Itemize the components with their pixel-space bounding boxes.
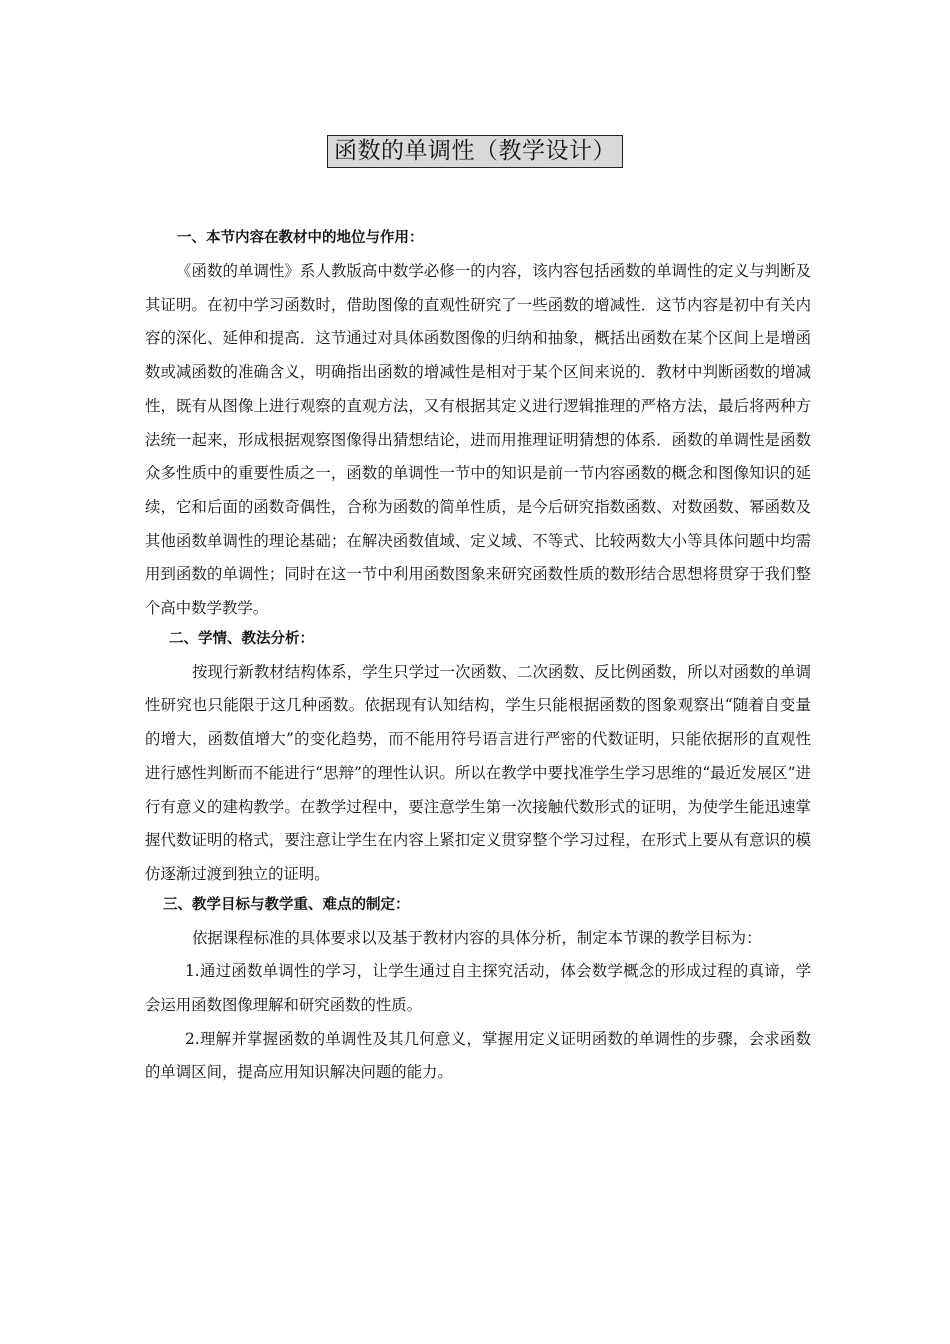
paragraph-goal-2: 2.理解并掌握函数的单调性及其几何意义，掌握用定义证明函数的单调性的步骤，会求函数的单调区间，提高应用知识解决问题的能力。 [145, 1029, 811, 1082]
section-heading-learning-analysis: 二、学情、教法分析： [169, 630, 314, 647]
section-heading-teaching-goals: 三、教学目标与教学重、难点的制定： [163, 896, 410, 913]
title-area [0, 135, 950, 168]
section-heading-position-role: 一、本节内容在教材中的地位与作用： [177, 230, 424, 246]
paragraph-goals-intro: 依据课程标准的具体要求以及基于教材内容的具体分析，制定本节课的教学目标为： [192, 928, 762, 947]
paragraph-learning-analysis: 按现行新教材结构体系，学生只学过一次函数、二次函数、反比例函数，所以对函数的单调性研究也只能限于这几种函数。依据现有认知结构，学生只能根据函数的图象观察出“随着自变量的增大，函数值增大”的变化趋势，而不能用符号语言进行严密的代数证明，只能依据形的直观性进行感性判断而不能进行“思辩”的理性认识。所以在教学中要找准学生学习思维的“最近发展区”进行有意义的建构教学。在教学过程中，要注意学生第一次接触代数形式的证明，为使学生能迅速掌握代数证明的格式，要注意让学生在内容上紧扣定义贯穿整个学习过程，在形式上要从有意识的模仿逐渐过渡到独立的证明。 [145, 662, 811, 883]
paragraph-position-role: 《函数的单调性》系人教版高中数学必修一的内容，该内容包括函数的单调性的定义与判断及其证明。在初中学习函数时，借助图像的直观性研究了一些函数的增减性．这节内容是初中有关内容的深化、延伸和提高．这节通过对具体函数图像的归纳和抽象，概括出函数在某个区间上是增函数或减函数的准确含义，明确指出函数的增减性是相对于某个区间来说的．教材中判断函数的增减性，既有从图像上进行观察的直观方法，又有根据其定义进行逻辑推理的严格方法，最后将两种方法统一起来，形成根据观察图像得出猜想结论，进而用推理证明猜想的体系．函数的单调性是函数众多性质中的重要性质之一，函数的单调性一节中的知识是前一节内容函数的概念和图像知识的延续，它和后面的函数奇偶性，合称为函数的简单性质，是今后研究指数函数、对数函数、幂函数及其他函数单调性的理论基础；在解决函数值域、定义域、不等式、比较两数大小等具体问题中均需用到函数的单调性；同时在这一节中利用函数图象来研究函数性质的数形结合思想将贯穿于我们整个高中数学教学。 [145, 262, 811, 618]
document-body [145, 227, 811, 1090]
document-title: 函数的单调性（教学设计） [327, 135, 623, 168]
paragraph-goal-1: 1.通过函数单调性的学习，让学生通过自主探究活动，体会数学概念的形成过程的真谛，学会运用函数图像理解和研究函数的性质。 [145, 962, 811, 1015]
